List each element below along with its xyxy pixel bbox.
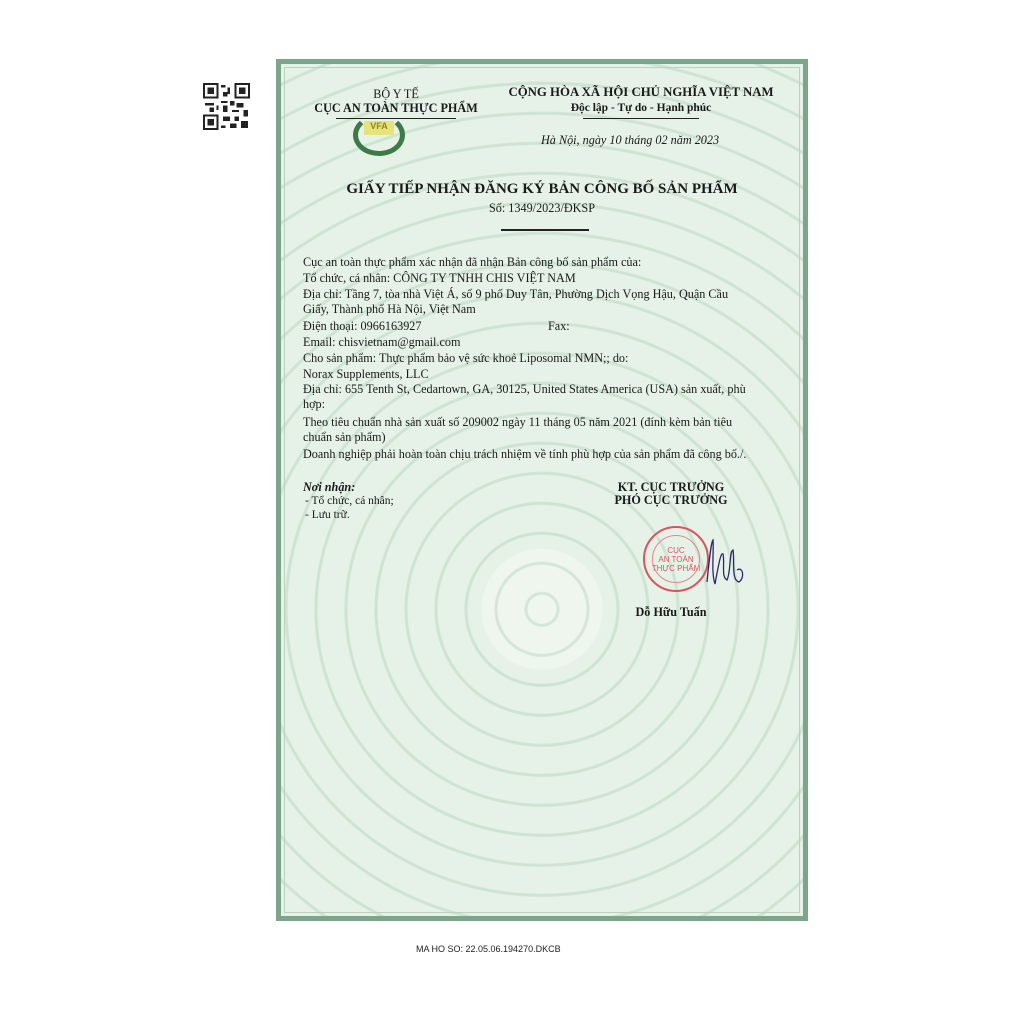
address: Địa chỉ: Tầng 7, tòa nhà Việt Á, số 9 phố Duy Tân, Phường Dịch Vọng Hậu, Quận Cầu — [303, 287, 729, 301]
manufacturer-address: Địa chỉ: 655 Tenth St, Cedartown, GA, 30125, United States America (USA) sản xuất, phù — [303, 382, 746, 396]
vfa-logo: VFA — [353, 114, 405, 156]
issue-date: Hà Nội, ngày 10 tháng 02 năm 2023 — [541, 133, 720, 147]
phone: Điện thoại: 0966163927 — [303, 319, 422, 333]
motto: Độc lập - Tự do - Hạnh phúc — [570, 102, 712, 114]
intro-text: Cục an toàn thực phẩm xác nhận đã nhận Bản công bố sản phẩm của: — [303, 255, 642, 269]
signer-subtitle: PHÓ CỤC TRƯỞNG — [614, 493, 728, 507]
email: Email: chisvietnam@gmail.com — [303, 335, 461, 349]
responsibility: Doanh nghiệp phải hoàn toàn chịu trách nhiệm về tính phù hợp của sản phẩm đã công bố./. — [303, 447, 747, 461]
divider — [501, 229, 589, 231]
fax: Fax: — [548, 319, 570, 333]
agency-name: CỤC AN TOÀN THỰC PHẨM — [314, 101, 478, 115]
product: Cho sản phẩm: Thực phẩm bảo vệ sức khoẻ Liposomal NMN;; do: — [303, 351, 629, 365]
document-title: GIẤY TIẾP NHẬN ĐĂNG KÝ BẢN CÔNG BỐ SẢN PHẨM — [346, 181, 738, 197]
organization: Tổ chức, cá nhân: CÔNG TY TNHH CHIS VIỆT NAM — [303, 271, 576, 285]
handwritten-signature — [699, 532, 759, 592]
recipient-item: - Lưu trữ. — [305, 509, 350, 521]
manufacturer-address-cont: hợp: — [303, 397, 326, 411]
recipient-item: - Tổ chức, cá nhân; — [305, 495, 394, 507]
divider — [583, 118, 699, 119]
dossier-code: MA HO SO: 22.05.06.194270.DKCB — [416, 944, 561, 954]
manufacturer: Norax Supplements, LLC — [303, 367, 429, 381]
address-cont: Giấy, Thành phố Hà Nội, Việt Nam — [303, 302, 476, 316]
signer-title: KT. CỤC TRƯỞNG — [617, 480, 725, 494]
republic-name: CỘNG HÒA XÃ HỘI CHỦ NGHĨA VIỆT NAM — [508, 85, 774, 99]
standard: Theo tiêu chuẩn nhà sản xuất số 209002 ngày 11 tháng 05 năm 2021 (đính kèm bản tiêu — [303, 415, 733, 429]
certificate-document — [276, 59, 808, 921]
recipients-label: Nơi nhận: — [303, 480, 356, 494]
official-stamp: CỤC AN TOÀN THỰC PHẨM — [643, 526, 709, 592]
standard-cont: chuẩn sản phẩm) — [303, 430, 386, 444]
document-number: Số: 1349/2023/ĐKSP — [489, 201, 595, 215]
ministry-name: BỘ Y TẾ — [373, 87, 419, 101]
signer-name: Dỗ Hữu Tuấn — [635, 605, 707, 619]
qr-code-icon — [203, 83, 250, 130]
